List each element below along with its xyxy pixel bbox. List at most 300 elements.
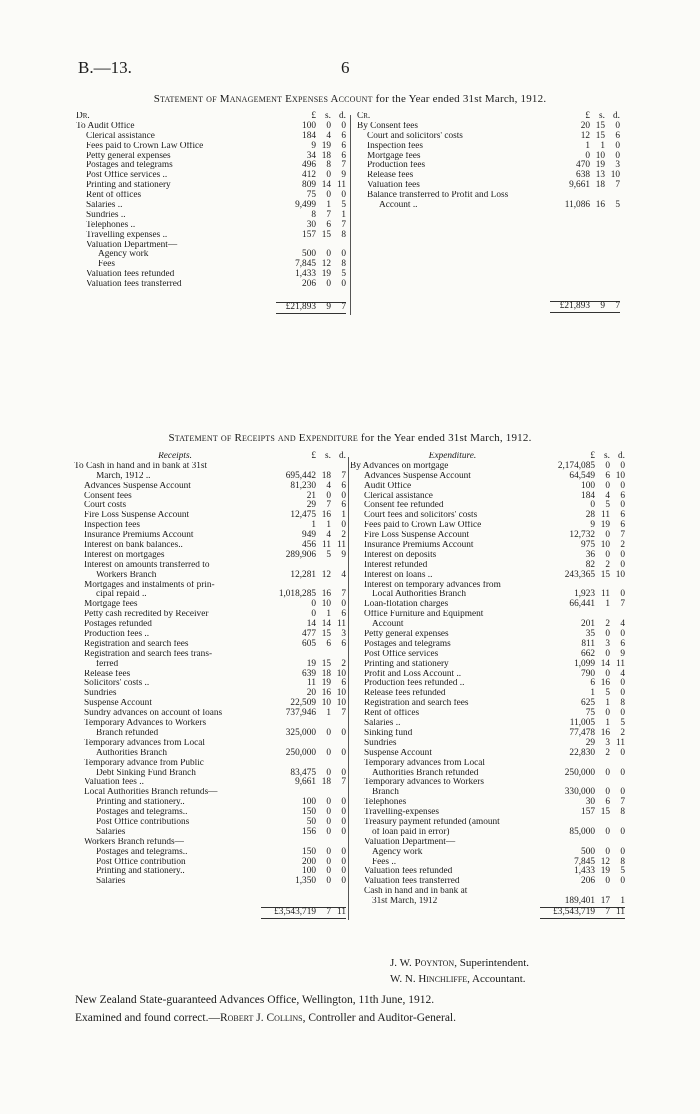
- debit-label: Valuation Department—: [86, 240, 178, 250]
- expenditure-shillings: 10: [600, 540, 610, 551]
- total-pounds: £3,543,719: [274, 907, 316, 918]
- receipt-label: Consent fees: [84, 491, 132, 501]
- expenditure-label: Fees ..: [372, 857, 397, 867]
- receipt-shillings: 18: [321, 777, 331, 788]
- expenditure-row: [350, 828, 625, 838]
- debit-pounds: 100: [302, 120, 316, 131]
- expenditure-label: Local Authorities Branch: [372, 590, 466, 600]
- receipt-shillings: 16: [321, 589, 331, 600]
- receipt-label: Court costs: [84, 501, 127, 511]
- expenditure-label: Insurance Premiums Account: [364, 541, 474, 551]
- receipts-title-rest: for the Year ended 31st March, 1912.: [357, 432, 532, 444]
- expenditure-shillings: 19: [600, 520, 610, 531]
- receipt-pounds: 14: [306, 619, 316, 630]
- receipt-shillings: 0: [326, 797, 331, 808]
- pence-heading: d.: [339, 111, 346, 121]
- receipt-shillings: 14: [321, 619, 331, 630]
- expenditure-label: Interest on deposits: [364, 550, 437, 560]
- expenditure-label: Branch: [372, 788, 399, 798]
- expenditure-label: Interest on temporary advances from: [364, 580, 501, 590]
- total-pence: 7: [341, 302, 346, 313]
- expenditure-pence: 4: [620, 619, 625, 630]
- debit-shillings: 8: [326, 160, 331, 171]
- receipt-pounds: 605: [302, 638, 316, 649]
- debit-shillings: 0: [326, 170, 331, 181]
- receipt-shillings: 19: [321, 678, 331, 689]
- expenditure-shillings: 0: [605, 767, 610, 778]
- receipt-pence: 7: [341, 470, 346, 481]
- debit-label: Printing and stationery: [86, 181, 171, 191]
- receipt-shillings: 11: [322, 540, 331, 551]
- receipts-title-main: Statement of Receipts and Expenditure: [168, 432, 358, 444]
- receipt-pounds: 949: [302, 530, 316, 541]
- receipt-label: Temporary Advances to Workers: [84, 719, 207, 729]
- receipt-pence: 3: [341, 629, 346, 640]
- receipt-pence: 0: [341, 490, 346, 501]
- credit-shillings: 15: [595, 120, 605, 131]
- pounds-heading: £: [590, 451, 595, 461]
- expenditure-pounds: 189,401: [564, 896, 595, 907]
- receipt-label: Printing and stationery..: [96, 798, 185, 808]
- receipt-label: Local Authorities Branch refunds—: [84, 788, 218, 798]
- debit-row: [76, 231, 346, 241]
- receipt-row: [74, 749, 346, 759]
- credit-pounds: 0: [585, 150, 590, 161]
- debit-pounds: 75: [306, 190, 316, 201]
- expenditure-shillings: 1: [605, 599, 610, 610]
- expenditure-pounds: 0: [590, 500, 595, 511]
- receipt-row: [74, 551, 346, 561]
- expenditure-pence: 11: [616, 737, 625, 748]
- receipt-pence: 7: [341, 777, 346, 788]
- receipt-pence: 0: [341, 826, 346, 837]
- expenditure-label: By Advances on mortgage: [350, 461, 449, 471]
- expenditure-pounds: 2,174,085: [557, 460, 595, 471]
- total-pounds: £21,893: [559, 300, 590, 311]
- expenditure-pence: 6: [620, 510, 625, 521]
- expenditure-pounds: 30: [585, 797, 595, 808]
- receipt-label: Registration and search fees trans-: [84, 649, 213, 659]
- receipt-pounds: 639: [302, 668, 316, 679]
- debit-pence: 1: [341, 209, 346, 220]
- expenditure-heading: Expenditure.: [428, 452, 477, 461]
- expenditure-label: Post Office services: [364, 649, 439, 659]
- page-number: 6: [341, 58, 350, 77]
- receipt-row: [74, 828, 346, 838]
- receipt-row: [74, 650, 346, 660]
- receipt-row: [74, 571, 346, 581]
- receipt-pence: 0: [341, 767, 346, 778]
- expenditure-shillings: 17: [600, 896, 610, 907]
- expenditure-label: Valuation Department—: [364, 837, 456, 847]
- expenditure-pence: 0: [620, 678, 625, 689]
- expenditure-shillings: 3: [605, 638, 610, 649]
- debit-label: Clerical assistance: [86, 131, 155, 141]
- expenditure-pounds: 77,478: [569, 727, 595, 738]
- superintendent-title: , Superintendent.: [454, 957, 530, 969]
- expenditure-pence: 0: [620, 549, 625, 560]
- expenditure-shillings: 12: [600, 856, 610, 867]
- receipt-pence: 0: [341, 727, 346, 738]
- debit-shillings: 19: [321, 269, 331, 280]
- expenditure-pence: 6: [620, 520, 625, 531]
- expenditure-pounds: 66,441: [569, 599, 595, 610]
- credit-pounds: 470: [576, 160, 590, 171]
- receipt-label: Registration and search fees: [84, 639, 189, 649]
- management-credit-total: [357, 301, 620, 311]
- receipt-label: Advances Suspense Account: [84, 481, 191, 491]
- debit-row: [76, 132, 346, 142]
- debit-pounds: 500: [302, 249, 316, 260]
- spacer: [357, 211, 620, 301]
- credit-pounds: 11,086: [564, 200, 590, 211]
- debit-label: Rent of offices: [86, 191, 142, 201]
- receipt-pounds: 83,475: [290, 767, 316, 778]
- debit-pence: 6: [341, 150, 346, 161]
- expenditure-shillings: 14: [600, 658, 610, 669]
- shillings-heading: s.: [325, 451, 331, 461]
- expenditure-pounds: 82: [585, 559, 595, 570]
- expenditure-side: [350, 452, 625, 917]
- receipt-pounds: 695,442: [285, 470, 316, 481]
- expenditure-pounds: 811: [581, 638, 595, 649]
- pounds-heading: £: [311, 451, 316, 461]
- receipt-shillings: 12: [321, 569, 331, 580]
- expenditure-shillings: 6: [605, 797, 610, 808]
- receipts-total: [74, 907, 346, 917]
- pence-heading: d.: [618, 451, 625, 461]
- credit-pence: 0: [615, 150, 620, 161]
- debit-pounds: 34: [306, 150, 316, 161]
- debit-shillings: 15: [321, 229, 331, 240]
- debit-pence: 11: [337, 180, 346, 191]
- expenditure-shillings: 0: [605, 826, 610, 837]
- credit-label: Production fees: [367, 161, 426, 171]
- receipt-row: [74, 778, 346, 788]
- receipt-pounds: 11: [307, 678, 316, 689]
- pence-heading: d.: [613, 111, 620, 121]
- receipt-label: Postages refunded: [84, 620, 152, 630]
- expenditure-label: Interest on loans ..: [364, 570, 433, 580]
- expenditure-shillings: 0: [605, 629, 610, 640]
- debit-shillings: 18: [321, 150, 331, 161]
- receipt-pounds: 21: [306, 490, 316, 501]
- expenditure-pence: 8: [620, 856, 625, 867]
- debit-heading: Dr.: [76, 112, 90, 121]
- receipt-shillings: 16: [321, 510, 331, 521]
- receipt-pounds: 0: [311, 609, 316, 620]
- expenditure-pence: 9: [620, 648, 625, 659]
- receipt-shillings: 1: [326, 520, 331, 531]
- debit-pounds: 496: [302, 160, 316, 171]
- receipt-pence: 11: [337, 540, 346, 551]
- receipt-pence: 0: [341, 520, 346, 531]
- expenditure-pence: 4: [620, 668, 625, 679]
- expenditure-pounds: 35: [585, 629, 595, 640]
- receipt-row: [74, 709, 346, 719]
- expenditure-pence: 0: [620, 767, 625, 778]
- receipt-row: [74, 482, 346, 492]
- credit-row: [357, 132, 620, 142]
- receipt-pence: 1: [341, 510, 346, 521]
- expenditure-row: [350, 670, 625, 680]
- expenditure-pence: 5: [620, 718, 625, 729]
- receipt-shillings: 6: [326, 638, 331, 649]
- expenditure-shillings: 4: [605, 490, 610, 501]
- total-shillings: 7: [605, 906, 610, 917]
- receipt-pence: 0: [341, 856, 346, 867]
- receipt-label: cipal repaid ..: [96, 590, 147, 600]
- expenditure-label: Authorities Branch refunded: [372, 768, 479, 778]
- expenditure-shillings: 11: [601, 589, 610, 600]
- expenditure-pounds: 85,000: [569, 826, 595, 837]
- receipt-pence: 2: [341, 530, 346, 541]
- expenditure-label: Interest refunded: [364, 560, 428, 570]
- credit-label: Mortgage fees: [367, 151, 421, 161]
- receipt-pence: 10: [336, 698, 346, 709]
- expenditure-row: [350, 600, 625, 610]
- credit-shillings: 13: [595, 170, 605, 181]
- expenditure-row: [350, 897, 625, 907]
- expenditure-row: [350, 679, 625, 689]
- receipt-label: Debt Sinking Fund Branch: [96, 768, 196, 778]
- debit-pence: 7: [341, 160, 346, 171]
- receipt-pounds: 19: [306, 658, 316, 669]
- receipt-label: Mortgage fees: [84, 600, 138, 610]
- expenditure-shillings: 0: [605, 787, 610, 798]
- receipt-label: March, 1912 ..: [96, 471, 151, 481]
- expenditure-label: Sinking fund: [364, 728, 413, 738]
- expenditure-pounds: 64,549: [569, 470, 595, 481]
- expenditure-pounds: 975: [581, 540, 595, 551]
- expenditure-pence: 0: [620, 787, 625, 798]
- receipt-shillings: 0: [326, 747, 331, 758]
- total-shillings: 9: [326, 302, 331, 313]
- debit-pounds: 809: [302, 180, 316, 191]
- receipt-label: Solicitors' costs ..: [84, 679, 150, 689]
- debit-label: Travelling expenses ..: [86, 230, 168, 240]
- receipt-pounds: 156: [302, 826, 316, 837]
- debit-shillings: 4: [326, 130, 331, 141]
- receipt-pounds: 150: [302, 807, 316, 818]
- expenditure-pounds: 201: [581, 619, 595, 630]
- expenditure-label: Sundries: [364, 738, 397, 748]
- spacer: [74, 887, 346, 907]
- receipt-pence: 0: [341, 797, 346, 808]
- shillings-heading: s.: [599, 111, 605, 121]
- expenditure-pounds: 330,000: [564, 787, 595, 798]
- expenditure-label: Rent of offices: [364, 709, 420, 719]
- expenditure-shillings: 2: [605, 747, 610, 758]
- expenditure-pence: 7: [620, 797, 625, 808]
- receipt-pounds: 20: [306, 688, 316, 699]
- receipt-pounds: 12,281: [290, 569, 316, 580]
- receipt-pence: 10: [336, 668, 346, 679]
- debit-label: Postages and telegrams: [86, 161, 173, 171]
- credit-label: Balance transferred to Profit and Loss: [367, 191, 509, 201]
- management-title-rest: for the Year ended 31st March, 1912.: [372, 93, 547, 105]
- receipts-head: [74, 452, 346, 462]
- debit-pounds: 9: [311, 140, 316, 151]
- superintendent-name: J. W. Poynton: [390, 957, 455, 969]
- receipt-shillings: 18: [321, 470, 331, 481]
- debit-pounds: 8: [311, 209, 316, 220]
- receipt-pence: 0: [341, 846, 346, 857]
- debit-pounds: 412: [302, 170, 316, 181]
- debit-pounds: 9,499: [295, 200, 316, 211]
- receipt-label: Interest on amounts transferred to: [84, 560, 210, 570]
- expenditure-pounds: 1,923: [574, 589, 595, 600]
- credit-pounds: 9,661: [569, 180, 590, 191]
- receipt-label: Printing and stationery..: [96, 867, 185, 877]
- expenditure-pence: 0: [620, 688, 625, 699]
- receipt-shillings: 0: [326, 490, 331, 501]
- receipt-row: [74, 610, 346, 620]
- expenditure-row: [350, 492, 625, 502]
- expenditure-pounds: 12,732: [569, 530, 595, 541]
- receipt-shillings: 4: [326, 480, 331, 491]
- receipt-pence: 0: [341, 816, 346, 827]
- receipt-label: Workers Branch: [96, 570, 157, 580]
- expenditure-pence: 2: [620, 540, 625, 551]
- receipt-label: Salaries: [96, 827, 126, 837]
- receipt-pounds: 456: [302, 540, 316, 551]
- receipt-shillings: 10: [321, 698, 331, 709]
- credit-label: Release fees: [367, 171, 414, 181]
- expenditure-pounds: 6: [590, 678, 595, 689]
- receipt-label: Workers Branch refunds—: [84, 837, 184, 847]
- auditor-name: Robert J. Collins: [219, 1012, 303, 1024]
- credit-pence: 7: [615, 180, 620, 191]
- receipt-row: [74, 679, 346, 689]
- receipt-row: [74, 877, 346, 887]
- receipt-pounds: 1,350: [295, 876, 316, 887]
- receipt-shillings: 15: [321, 629, 331, 640]
- expenditure-pence: 0: [620, 826, 625, 837]
- expenditure-label: Suspense Account: [364, 748, 432, 758]
- debit-pence: 0: [341, 249, 346, 260]
- expenditure-pounds: 28: [585, 510, 595, 521]
- expenditure-label: Release fees refunded: [364, 689, 446, 699]
- receipt-label: Fire Loss Suspense Account: [84, 511, 190, 521]
- debit-pounds: 206: [302, 279, 316, 290]
- debit-pence: 9: [341, 170, 346, 181]
- debit-shillings: 19: [321, 140, 331, 151]
- expenditure-label: Account: [372, 620, 404, 630]
- expenditure-pence: 8: [620, 698, 625, 709]
- receipt-shillings: 0: [326, 807, 331, 818]
- credit-shillings: 19: [595, 160, 605, 171]
- receipt-label: Inspection fees: [84, 521, 141, 531]
- expenditure-pence: 0: [620, 629, 625, 640]
- receipt-pence: 2: [341, 658, 346, 669]
- receipt-row: [74, 670, 346, 680]
- expenditure-pounds: 1,433: [574, 866, 595, 877]
- expenditure-row: [350, 699, 625, 709]
- pence-heading: d.: [339, 451, 346, 461]
- receipts-side: [74, 452, 346, 917]
- signature-accountant: [390, 973, 526, 985]
- expenditure-pounds: 29: [585, 737, 595, 748]
- debit-label: Valuation fees transferred: [86, 280, 182, 290]
- debit-pounds: 184: [302, 130, 316, 141]
- expenditure-label: Loan-flotation charges: [364, 600, 449, 610]
- expenditure-row: [350, 788, 625, 798]
- expenditure-pence: 0: [620, 747, 625, 758]
- column-divider: [348, 457, 349, 920]
- receipt-row: [74, 808, 346, 818]
- debit-label: Telephones ..: [86, 220, 136, 230]
- receipt-label: Release fees: [84, 669, 131, 679]
- receipt-shillings: 5: [326, 549, 331, 560]
- receipt-shillings: 0: [326, 846, 331, 857]
- debit-label: Fees paid to Crown Law Office: [86, 141, 204, 151]
- receipts-heading: Receipts.: [158, 452, 192, 461]
- receipt-pounds: 29: [306, 500, 316, 511]
- debit-label: Sundries ..: [86, 210, 126, 220]
- expenditure-row: [350, 877, 625, 887]
- receipt-pounds: 325,000: [285, 727, 316, 738]
- credit-row: [357, 201, 620, 211]
- column-divider: [350, 115, 351, 315]
- credit-shillings: 16: [595, 200, 605, 211]
- receipt-row: [74, 729, 346, 739]
- debit-pence: 0: [341, 190, 346, 201]
- expenditure-shillings: 1: [605, 718, 610, 729]
- debit-row: [76, 201, 346, 211]
- receipt-row: [74, 511, 346, 521]
- expenditure-row: [350, 729, 625, 739]
- expenditure-shillings: 16: [600, 727, 610, 738]
- credit-pounds: 12: [580, 130, 590, 141]
- receipt-label: Production fees ..: [84, 630, 150, 640]
- credit-pence: 10: [610, 170, 620, 181]
- debit-shillings: 7: [326, 209, 331, 220]
- spacer: [76, 290, 346, 302]
- debit-label: Post Office services ..: [86, 171, 168, 181]
- debit-shillings: 14: [321, 180, 331, 191]
- receipt-label: Sundries: [84, 689, 117, 699]
- receipt-pounds: 0: [311, 599, 316, 610]
- management-debit-side: [76, 112, 346, 312]
- expenditure-pence: 0: [620, 480, 625, 491]
- expenditure-label: Valuation fees transferred: [364, 877, 460, 887]
- receipt-pence: 6: [341, 678, 346, 689]
- receipt-label: ferred: [96, 659, 119, 669]
- receipt-pence: 11: [337, 619, 346, 630]
- expenditure-shillings: 5: [605, 500, 610, 511]
- expenditure-pence: 2: [620, 727, 625, 738]
- debit-pounds: 1,433: [295, 269, 316, 280]
- receipt-label: Post Office contribution: [96, 857, 186, 867]
- expenditure-label: Telephones: [364, 798, 407, 808]
- receipt-pounds: 737,946: [285, 708, 316, 719]
- expenditure-pounds: 243,365: [564, 569, 595, 580]
- expenditure-shillings: 0: [605, 876, 610, 887]
- receipt-label: Insurance Premiums Account: [84, 531, 194, 541]
- debit-shillings: 0: [326, 120, 331, 131]
- credit-pounds: 1: [585, 140, 590, 151]
- debit-shillings: 6: [326, 219, 331, 230]
- debit-shillings: 1: [326, 200, 331, 211]
- receipt-pence: 0: [341, 807, 346, 818]
- expenditure-shillings: 2: [605, 559, 610, 570]
- expenditure-label: of loan paid in error): [372, 827, 450, 837]
- expenditure-label: Cash in hand and in bank at: [364, 887, 468, 897]
- receipt-shillings: 15: [321, 658, 331, 669]
- expenditure-pounds: 625: [581, 698, 595, 709]
- debit-label: To Audit Office: [76, 121, 135, 131]
